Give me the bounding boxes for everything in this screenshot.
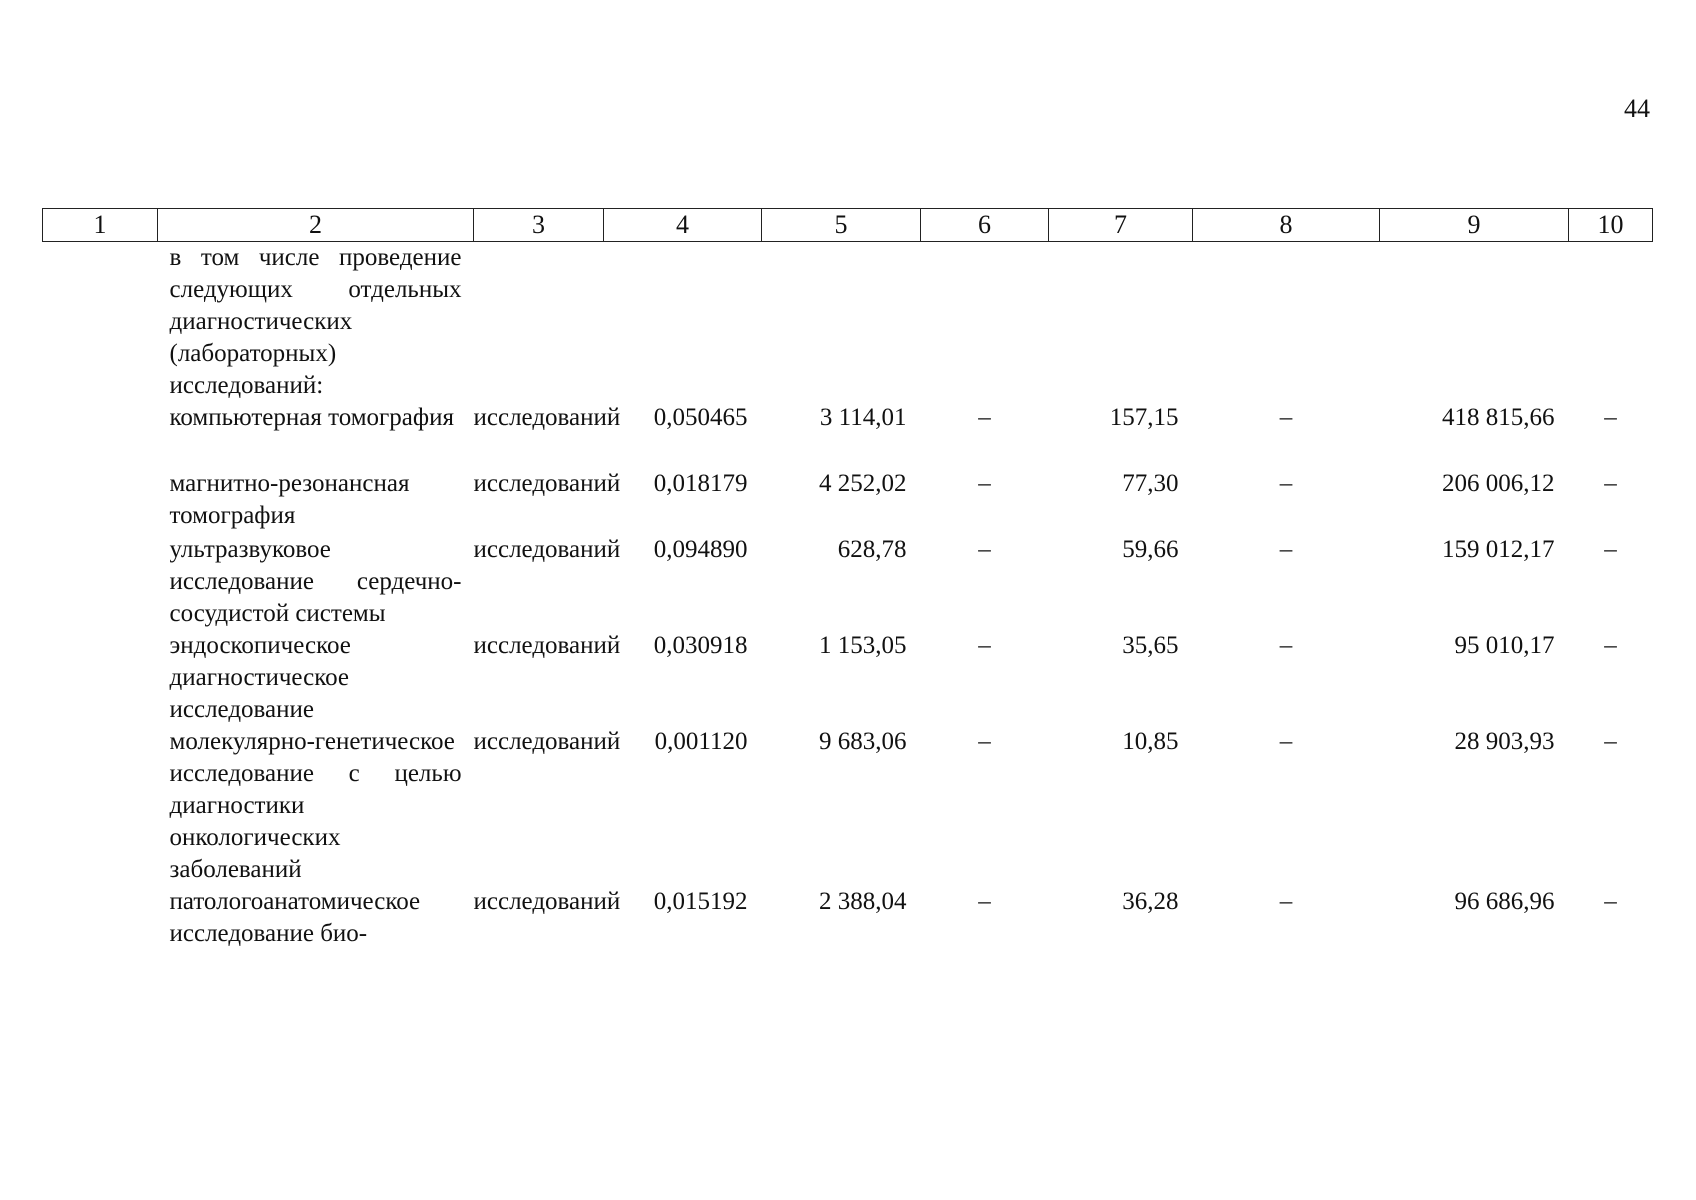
row-unit: исследований <box>473 536 621 563</box>
column-number: 3 <box>474 209 604 242</box>
column-number: 7 <box>1049 209 1193 242</box>
page-number: 44 <box>1624 94 1650 123</box>
row-unit: исследований <box>473 404 621 431</box>
column-number: 2 <box>158 209 474 242</box>
row-name: патологоанатомическое исследование био- <box>169 888 421 947</box>
row-value-c9: 95 010,17 <box>1454 632 1555 659</box>
row-value-c4: 0,015192 <box>653 888 748 915</box>
row-value-c5: 2 388,04 <box>819 888 907 915</box>
row-value-c8: – <box>1279 536 1293 563</box>
row-value-c5: 4 252,02 <box>819 470 907 497</box>
row-value-c9: 28 903,93 <box>1454 728 1555 755</box>
row-value-c8: – <box>1279 888 1293 915</box>
row-name: эндоскопическое диагностическое исследование <box>169 632 351 723</box>
row-value-c5: 9 683,06 <box>819 728 907 755</box>
row-name: ультразвуковое исследование сердечно-сосудистой системы <box>169 536 462 627</box>
row-value-c4: 0,018179 <box>653 470 748 497</box>
group-heading: в том числе проведение следующих отдельных диагностических (лабораторных) исследований: <box>169 244 462 399</box>
row-name: компьютерная томография <box>169 404 454 431</box>
row-value-c6: – <box>978 888 991 915</box>
row-value-c6: – <box>978 536 991 563</box>
group-heading-row <box>43 242 1653 403</box>
row-value-c7: 157,15 <box>1109 404 1179 431</box>
row-value-c9: 206 006,12 <box>1442 470 1555 497</box>
row-value-c9: 418 815,66 <box>1442 404 1555 431</box>
table-row <box>43 402 1653 468</box>
row-value-c7: 10,85 <box>1122 728 1179 755</box>
row-value-c10: – <box>1604 632 1617 659</box>
column-number: 9 <box>1380 209 1569 242</box>
column-number: 4 <box>604 209 762 242</box>
row-value-c6: – <box>978 632 991 659</box>
row-value-c6: – <box>978 470 991 497</box>
row-value-c9: 96 686,96 <box>1454 888 1555 915</box>
data-table <box>42 208 1653 952</box>
row-name: магнитно-резонансная томография <box>169 470 410 529</box>
column-number: 1 <box>43 209 158 242</box>
row-value-c10: – <box>1604 888 1617 915</box>
row-value-c10: – <box>1604 536 1617 563</box>
row-value-c8: – <box>1279 728 1293 755</box>
row-value-c8: – <box>1279 404 1293 431</box>
row-value-c8: – <box>1279 632 1293 659</box>
row-value-c6: – <box>978 404 991 431</box>
row-name: молекулярно-генетическое исследование с целью диагностики онкологических заболеваний <box>169 728 462 883</box>
row-value-c9: 159 012,17 <box>1442 536 1555 563</box>
table-row <box>43 630 1653 726</box>
row-value-c7: 36,28 <box>1122 888 1179 915</box>
row-unit: исследований <box>473 728 621 755</box>
row-unit: исследований <box>473 632 621 659</box>
column-number: 8 <box>1193 209 1380 242</box>
row-value-c4: 0,030918 <box>653 632 748 659</box>
table-row <box>43 886 1653 952</box>
row-value-c7: 35,65 <box>1122 632 1179 659</box>
row-value-c4: 0,094890 <box>653 536 748 563</box>
row-value-c10: – <box>1604 728 1617 755</box>
column-number: 10 <box>1569 209 1653 242</box>
row-unit: исследований <box>473 888 621 915</box>
column-number-row <box>43 209 1653 242</box>
column-number: 5 <box>762 209 921 242</box>
row-value-c4: 0,001120 <box>654 728 748 755</box>
table-row <box>43 534 1653 630</box>
row-value-c5: 3 114,01 <box>819 404 907 431</box>
row-unit: исследований <box>473 470 621 497</box>
row-value-c5: 628,78 <box>837 536 907 563</box>
row-value-c10: – <box>1604 404 1617 431</box>
row-value-c10: – <box>1604 470 1617 497</box>
row-value-c5: 1 153,05 <box>819 632 907 659</box>
row-value-c7: 59,66 <box>1122 536 1179 563</box>
row-value-c4: 0,050465 <box>653 404 748 431</box>
table-row <box>43 468 1653 534</box>
row-value-c7: 77,30 <box>1122 470 1179 497</box>
row-value-c8: – <box>1279 470 1293 497</box>
column-number: 6 <box>921 209 1049 242</box>
row-value-c6: – <box>978 728 991 755</box>
table-row <box>43 726 1653 886</box>
